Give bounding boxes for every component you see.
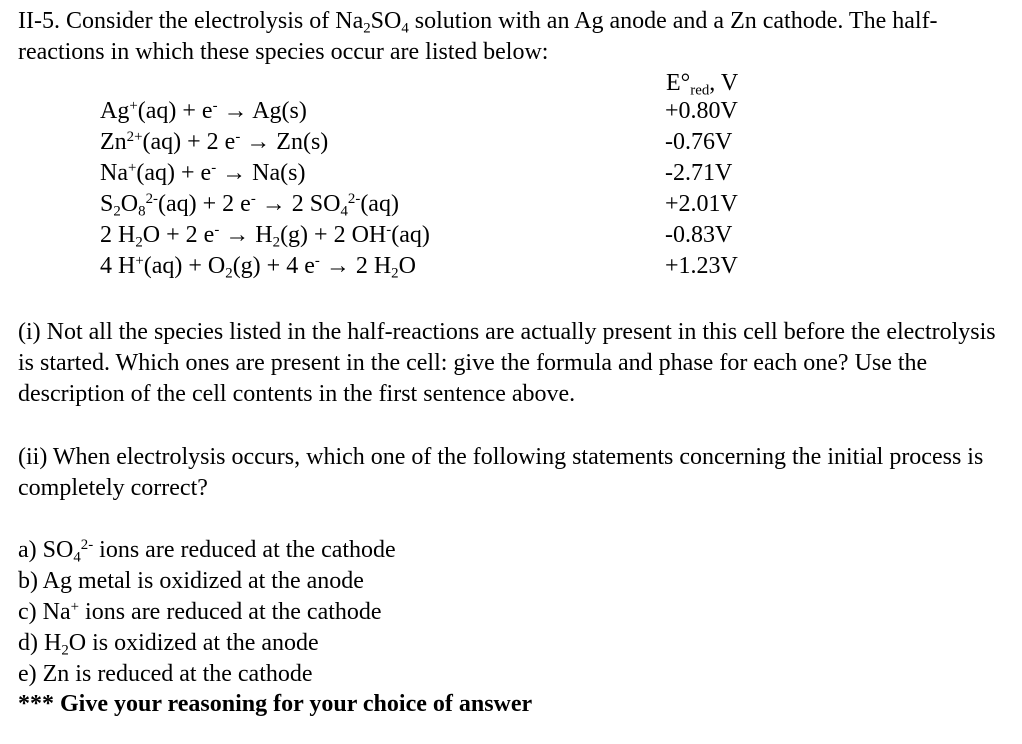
reduction-potential: -0.76V	[665, 129, 733, 155]
reduction-potential: -0.83V	[665, 222, 733, 248]
question-intro: II-5. Consider the electrolysis of $Na_2SO_4$ solution with an Ag anode and a Zn cathode. The half-reactions in which these species occur are listed below:	[18, 8, 938, 65]
reduction-potential: -2.71V	[665, 160, 733, 186]
reasoning-instruction: *** Give your reasoning for your choice of answer	[18, 691, 533, 717]
reduction-potential: +1.23V	[665, 253, 738, 279]
option-a: a) $SO_4^{2-}$ ions are reduced at the cathode	[18, 536, 396, 566]
question-part-ii: (ii) When electrolysis occurs, which one of the following statements concerning the initial process is completely correct?	[18, 444, 984, 501]
answer-options	[18, 535, 396, 690]
reaction-equation: 2 $H_2O + 2$ $e^- \to H_2(g) + 2$ OH-(aq)	[100, 221, 430, 251]
option-d: d) $H_2O$ is oxidized at the anode	[18, 630, 319, 659]
reduction-potential: +2.01V	[665, 191, 738, 217]
option-e: e) Zn is reduced at the cathode	[18, 661, 313, 687]
reaction-equation: Na+(aq) + e- → Na(s)	[100, 159, 306, 186]
reaction-equation: 4 $H^+(aq) + O_2(g) + 4$ e- → 2 $H_2O$	[100, 252, 416, 282]
question-part-i: (i) Not all the species listed in the half-reactions are actually present in this cell before the electrolysis is started. Which ones are present in the cell: give the formula and phase for each one? Use the description of the cell contents in the first sentence above.	[18, 319, 996, 407]
option-b: b) Ag metal is oxidized at the anode	[18, 568, 364, 594]
reaction-equation: $S_2O_8^{2-}(aq) + 2$ e- → 2 $SO_4^{2-}(aq)$	[100, 190, 399, 220]
reduction-potential: +0.80V	[665, 98, 738, 124]
reaction-equation: $Zn^{2+}(aq) + 2$ e- → Zn(s)	[100, 128, 329, 155]
option-c: c) Na+ ions are reduced at the cathode	[18, 598, 382, 625]
reaction-equation: Ag+(aq) + e- → Ag(s)	[100, 97, 307, 124]
potential-column-header: $E^\circ_{red}$, V	[666, 70, 739, 99]
